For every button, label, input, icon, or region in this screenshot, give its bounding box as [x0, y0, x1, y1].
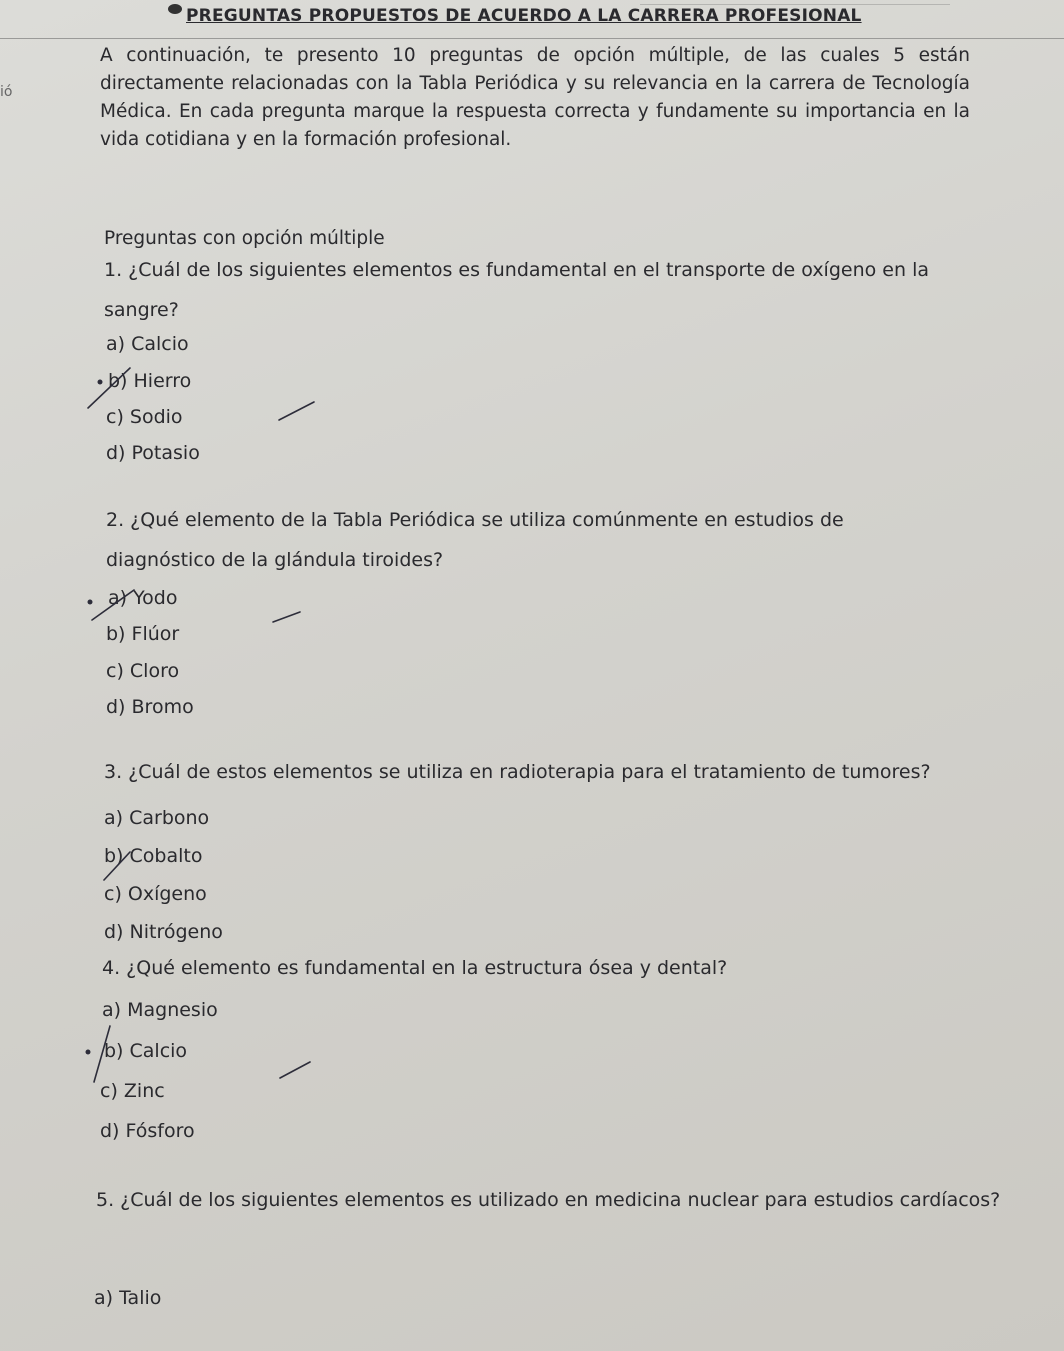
side-fragment: ió: [0, 84, 13, 100]
option-1d[interactable]: d) Potasio: [106, 442, 200, 464]
option-4c[interactable]: c) Zinc: [100, 1080, 165, 1102]
question-4: 4. ¿Qué elemento es fundamental en la estructura ósea y dental?: [102, 957, 728, 979]
option-1c[interactable]: c) Sodio: [106, 406, 183, 428]
check-mark-q2: [88, 590, 301, 622]
option-1b[interactable]: b) Hierro: [108, 370, 192, 392]
question-3: 3. ¿Cuál de estos elementos se utiliza en radioterapia para el tratamiento de tumores?: [104, 761, 931, 783]
option-3a[interactable]: a) Carbono: [104, 807, 210, 829]
question-2: 2. ¿Qué elemento de la Tabla Periódica se utiliza comúnmente en estudios de diagnóstico de la glándula tiroides?: [106, 509, 844, 571]
option-2b[interactable]: b) Flúor: [106, 623, 180, 645]
option-3c[interactable]: c) Oxígeno: [104, 883, 207, 905]
option-2c[interactable]: c) Cloro: [106, 660, 180, 682]
option-3b[interactable]: b) Cobalto: [104, 845, 203, 867]
check-mark-q1: [88, 368, 314, 420]
option-5a[interactable]: a) Talio: [94, 1287, 162, 1309]
page-title: PREGUNTAS PROPUESTOS DE ACUERDO A LA CARRERA PROFESIONAL: [186, 6, 862, 26]
option-4b[interactable]: b) Calcio: [104, 1040, 188, 1062]
intro-paragraph: A continuación, te presento 10 preguntas de opción múltiple, de las cuales 5 están directamente relacionadas con la Tabla Periódica y su relevancia en la carrera de Tecnología Médica. En cada pregunta marque la respuesta correcta y fundamente su importancia en la vida cotidiana y en la formación profesional.: [100, 45, 970, 150]
check-mark-q4: [86, 1026, 311, 1082]
option-1a[interactable]: a) Calcio: [106, 333, 189, 355]
question-1: 1. ¿Cuál de los siguientes elementos es fundamental en el transporte de oxígeno en la sangre?: [104, 259, 929, 321]
question-5: 5. ¿Cuál de los siguientes elementos es utilizado en medicina nuclear para estudios cardíacos?: [96, 1189, 1001, 1211]
option-4a[interactable]: a) Magnesio: [102, 999, 218, 1021]
option-2d[interactable]: d) Bromo: [106, 696, 194, 718]
check-mark-q3: [104, 852, 130, 880]
option-3d[interactable]: d) Nitrógeno: [104, 921, 223, 943]
section-title: Preguntas con opción múltiple: [104, 228, 385, 249]
option-4d[interactable]: d) Fósforo: [100, 1120, 195, 1142]
option-2a[interactable]: a) Yodo: [108, 587, 178, 609]
